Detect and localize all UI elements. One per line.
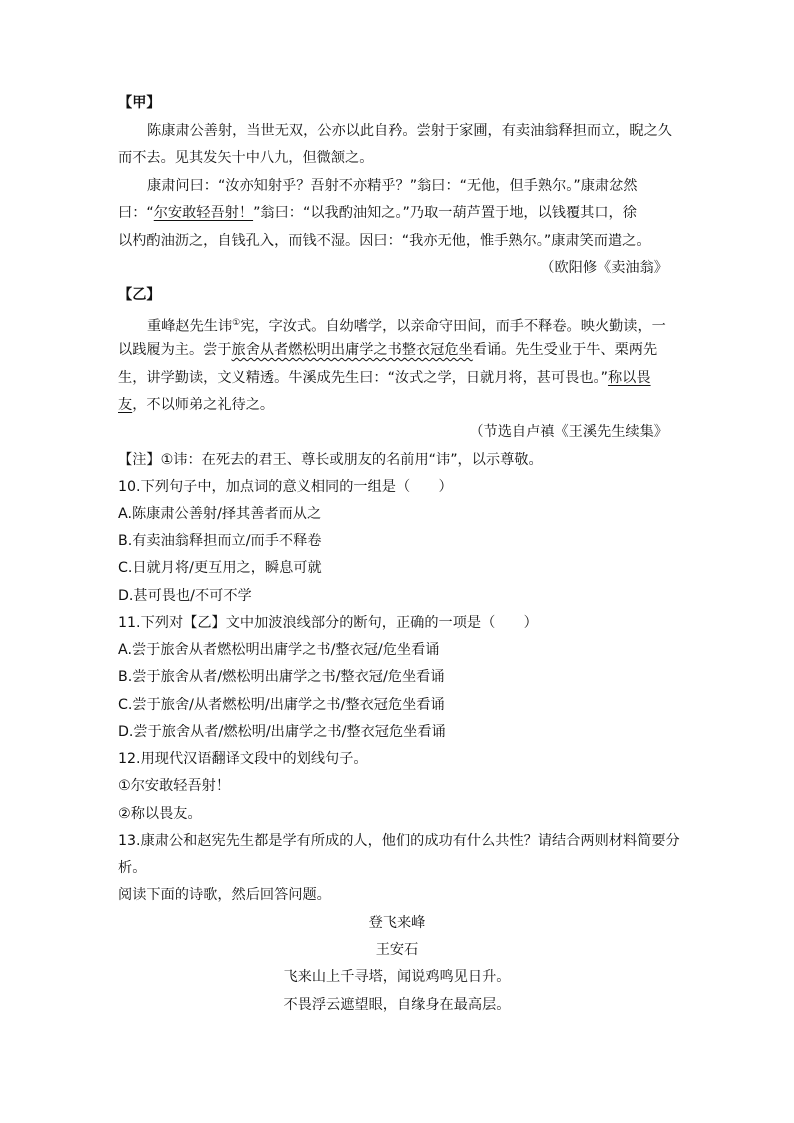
passage-a-paragraph-2-line-2 — [118, 203, 637, 223]
question-10-option-b: B.有卖油翁释担而立/而手不释卷 — [118, 533, 322, 549]
footnote: 【注】①讳：在死去的君王、尊长或朋友的名前用“讳”，以示尊敬。 — [118, 452, 543, 468]
question-10-option-c: C.日就月将/更互用之，瞬息可就 — [118, 560, 322, 576]
text-segment: 以践履为主。尝于 — [118, 342, 232, 358]
text-segment: 曰：“ — [118, 205, 154, 221]
text-segment: 生，讲学勤读，文义精透。牛溪成先生曰：“汝式之学，日就月将，甚可畏也。” — [118, 370, 608, 386]
text-segment: ，不以师弟之礼待之。 — [132, 397, 275, 413]
question-12-sentence-2: ②称以畏友。 — [118, 806, 202, 822]
underlined-sentence: 称以畏 — [607, 370, 651, 386]
passage-a-label: 【甲】 — [118, 95, 161, 111]
text-segment: 宪，字汝式。自幼嗜学，以亲命守田间，而手不释卷。映火勤读，一 — [240, 318, 666, 335]
underlined-sentence: 友 — [118, 397, 133, 413]
question-10-stem: 10.下列句子中，加点词的意义相同的一组是（ ） — [118, 479, 453, 495]
passage-a-paragraph-1-line-1: 陈康肃公善射，当世无双，公亦以此自矜。尝射于家圃，有卖油翁释担而立，睨之久 — [147, 123, 672, 139]
wavy-underlined-segment: 旅舍从者燃松明出庸学之书整衣冠危坐 — [231, 342, 473, 358]
passage-b-source: （节选自卢禛《王溪先生续集》 — [469, 424, 668, 440]
passage-b-line-3 — [118, 368, 651, 388]
passage-a-paragraph-2-line-1: 康肃问曰：“汝亦知射乎？吾射不亦精乎？”翁曰：“无他，但手熟尔。”康肃忿然 — [147, 178, 638, 194]
question-11-option-d: D.尝于旅舍从者/燃松明/出庸学之书/整衣冠危坐看诵 — [118, 724, 446, 740]
poem-line-1: 飞来山上千寻塔，闻说鸡鸣见日升。 — [283, 969, 511, 985]
question-13-line-1: 13.康肃公和赵宪先生都是学有所成的人，他们的成功有什么共性？请结合两则材料简要分 — [118, 833, 680, 849]
poem-line-2: 不畏浮云遮望眼，自缘身在最高层。 — [283, 997, 511, 1013]
passage-b-line-1 — [147, 313, 666, 337]
text-segment: ”翁曰：“以我酌油知之。”乃取一葫芦置于地，以钱覆其口，徐 — [253, 205, 637, 221]
poem-intro: 阅读下面的诗歌，然后回答问题。 — [118, 887, 331, 903]
text-segment: 重峰赵先生讳 — [147, 318, 233, 335]
passage-b-line-4 — [118, 395, 274, 415]
passage-a-source: （欧阳修《卖油翁》 — [540, 260, 668, 276]
question-12-sentence-1: ①尔安敢轻吾射！ — [118, 778, 231, 794]
poem-author: 王安石 — [375, 942, 419, 958]
passage-a-paragraph-2-line-3: 以杓酌油沥之，自钱孔入，而钱不湿。因曰：“我亦无他，惟手熟尔。”康肃笑而遣之。 — [118, 233, 651, 249]
footnote-marker: ① — [232, 318, 241, 328]
question-13-line-2: 析。 — [118, 860, 147, 876]
passage-b-label: 【乙】 — [118, 287, 161, 303]
question-10-option-d: D.甚可畏也/不可不学 — [118, 588, 252, 604]
question-11-option-a: A.尝于旅舍从者燃松明出庸学之书/整衣冠/危坐看诵 — [118, 642, 440, 658]
question-11-option-c: C.尝于旅舍/从者燃松明/出庸学之书/整衣冠危坐看诵 — [118, 697, 445, 713]
question-11-option-b: B.尝于旅舍从者/燃松明出庸学之书/整衣冠/危坐看诵 — [118, 669, 445, 685]
question-10-option-a: A.陈康肃公善射/择其善者而从之 — [118, 506, 322, 522]
text-segment: 看诵。先生受业于牛、栗两先 — [472, 342, 658, 358]
question-11-stem: 11.下列对【乙】文中加波浪线部分的断句，正确的一项是（ ） — [118, 615, 538, 631]
underlined-sentence: 尔安敢轻吾射！ — [153, 205, 254, 221]
passage-a-paragraph-1-line-2: 而不去。见其发矢十中八九，但微颔之。 — [118, 150, 374, 166]
passage-b-line-2 — [118, 340, 657, 360]
poem-title: 登飞来峰 — [368, 915, 426, 931]
question-12-stem: 12.用现代汉语翻译文段中的划线句子。 — [118, 751, 368, 767]
